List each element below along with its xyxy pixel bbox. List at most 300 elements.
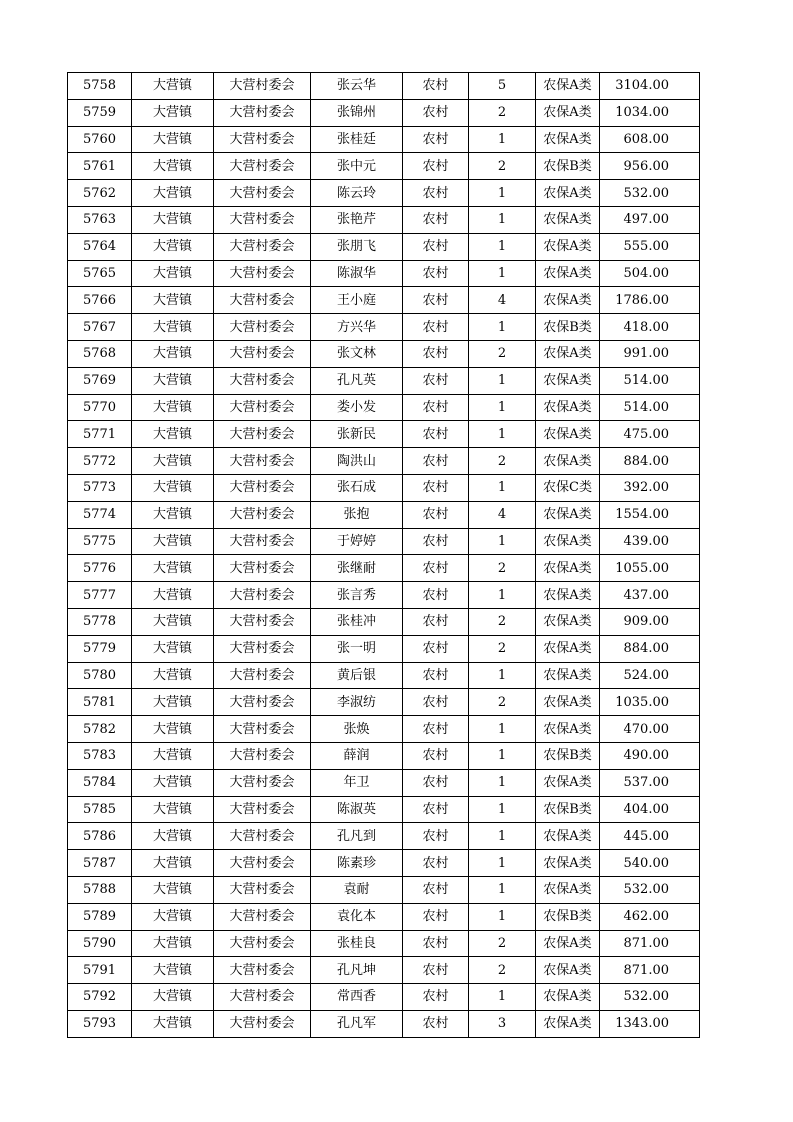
insurance-category-cell: 农保A类 [536, 876, 600, 903]
member-count-cell: 1 [469, 233, 536, 260]
name-cell: 袁耐 [311, 876, 403, 903]
name-cell: 张一明 [311, 635, 403, 662]
table-row [68, 1010, 700, 1037]
village-committee-cell: 大营村委会 [214, 716, 311, 743]
member-count-cell: 2 [469, 957, 536, 984]
household-type-cell: 农村 [403, 930, 469, 957]
village-committee-cell: 大营村委会 [214, 73, 311, 100]
amount-cell: 991.00 [600, 340, 700, 367]
name-cell: 王小庭 [311, 287, 403, 314]
amount-cell: 532.00 [600, 984, 700, 1011]
table-row [68, 153, 700, 180]
name-cell: 张石成 [311, 474, 403, 501]
amount-cell: 1055.00 [600, 555, 700, 582]
serial-number-cell: 5767 [68, 314, 132, 341]
table-row [68, 99, 700, 126]
name-cell: 于婷婷 [311, 528, 403, 555]
amount-cell: 884.00 [600, 635, 700, 662]
member-count-cell: 2 [469, 930, 536, 957]
household-type-cell: 农村 [403, 796, 469, 823]
insurance-category-cell: 农保A类 [536, 582, 600, 609]
household-type-cell: 农村 [403, 608, 469, 635]
village-committee-cell: 大营村委会 [214, 421, 311, 448]
village-committee-cell: 大营村委会 [214, 287, 311, 314]
table-body [68, 73, 700, 1038]
insurance-category-cell: 农保A类 [536, 260, 600, 287]
household-type-cell: 农村 [403, 99, 469, 126]
table-row [68, 260, 700, 287]
amount-cell: 532.00 [600, 180, 700, 207]
town-cell: 大营镇 [132, 635, 214, 662]
insurance-category-cell: 农保A类 [536, 367, 600, 394]
member-count-cell: 1 [469, 206, 536, 233]
amount-cell: 462.00 [600, 903, 700, 930]
amount-cell: 540.00 [600, 850, 700, 877]
member-count-cell: 1 [469, 394, 536, 421]
amount-cell: 497.00 [600, 206, 700, 233]
town-cell: 大营镇 [132, 153, 214, 180]
village-committee-cell: 大营村委会 [214, 582, 311, 609]
insurance-category-cell: 农保A类 [536, 608, 600, 635]
household-type-cell: 农村 [403, 367, 469, 394]
member-count-cell: 1 [469, 796, 536, 823]
table-row [68, 876, 700, 903]
amount-cell: 1554.00 [600, 501, 700, 528]
member-count-cell: 1 [469, 367, 536, 394]
household-type-cell: 农村 [403, 233, 469, 260]
serial-number-cell: 5769 [68, 367, 132, 394]
town-cell: 大营镇 [132, 769, 214, 796]
amount-cell: 475.00 [600, 421, 700, 448]
insurance-category-cell: 农保A类 [536, 823, 600, 850]
table-row [68, 635, 700, 662]
serial-number-cell: 5789 [68, 903, 132, 930]
village-committee-cell: 大营村委会 [214, 233, 311, 260]
table-row [68, 662, 700, 689]
amount-cell: 532.00 [600, 876, 700, 903]
table-row [68, 689, 700, 716]
household-type-cell: 农村 [403, 769, 469, 796]
household-type-cell: 农村 [403, 662, 469, 689]
insurance-category-cell: 农保A类 [536, 689, 600, 716]
table-row [68, 233, 700, 260]
town-cell: 大营镇 [132, 287, 214, 314]
table-row [68, 742, 700, 769]
serial-number-cell: 5793 [68, 1010, 132, 1037]
table-row [68, 287, 700, 314]
town-cell: 大营镇 [132, 233, 214, 260]
table-row [68, 394, 700, 421]
serial-number-cell: 5788 [68, 876, 132, 903]
amount-cell: 956.00 [600, 153, 700, 180]
household-type-cell: 农村 [403, 421, 469, 448]
household-type-cell: 农村 [403, 448, 469, 475]
table-row [68, 769, 700, 796]
town-cell: 大营镇 [132, 421, 214, 448]
village-committee-cell: 大营村委会 [214, 635, 311, 662]
village-committee-cell: 大营村委会 [214, 689, 311, 716]
village-committee-cell: 大营村委会 [214, 930, 311, 957]
village-committee-cell: 大营村委会 [214, 206, 311, 233]
village-committee-cell: 大营村委会 [214, 474, 311, 501]
name-cell: 张朋飞 [311, 233, 403, 260]
table-row [68, 340, 700, 367]
town-cell: 大营镇 [132, 73, 214, 100]
member-count-cell: 1 [469, 716, 536, 743]
insurance-category-cell: 农保A类 [536, 957, 600, 984]
serial-number-cell: 5772 [68, 448, 132, 475]
amount-cell: 445.00 [600, 823, 700, 850]
amount-cell: 1035.00 [600, 689, 700, 716]
table-row [68, 555, 700, 582]
insurance-category-cell: 农保A类 [536, 73, 600, 100]
household-type-cell: 农村 [403, 903, 469, 930]
amount-cell: 608.00 [600, 126, 700, 153]
member-count-cell: 1 [469, 314, 536, 341]
member-count-cell: 1 [469, 474, 536, 501]
member-count-cell: 3 [469, 1010, 536, 1037]
village-committee-cell: 大营村委会 [214, 555, 311, 582]
name-cell: 陈淑英 [311, 796, 403, 823]
town-cell: 大营镇 [132, 367, 214, 394]
serial-number-cell: 5775 [68, 528, 132, 555]
member-count-cell: 1 [469, 582, 536, 609]
table-row [68, 850, 700, 877]
village-committee-cell: 大营村委会 [214, 823, 311, 850]
table-row [68, 421, 700, 448]
amount-cell: 1034.00 [600, 99, 700, 126]
household-type-cell: 农村 [403, 126, 469, 153]
amount-cell: 555.00 [600, 233, 700, 260]
member-count-cell: 1 [469, 662, 536, 689]
amount-cell: 537.00 [600, 769, 700, 796]
name-cell: 陈淑华 [311, 260, 403, 287]
town-cell: 大营镇 [132, 528, 214, 555]
name-cell: 张言秀 [311, 582, 403, 609]
insurance-category-cell: 农保A类 [536, 930, 600, 957]
table-row [68, 314, 700, 341]
member-count-cell: 1 [469, 903, 536, 930]
serial-number-cell: 5762 [68, 180, 132, 207]
town-cell: 大营镇 [132, 930, 214, 957]
household-type-cell: 农村 [403, 984, 469, 1011]
household-type-cell: 农村 [403, 474, 469, 501]
serial-number-cell: 5778 [68, 608, 132, 635]
name-cell: 薛润 [311, 742, 403, 769]
serial-number-cell: 5766 [68, 287, 132, 314]
table-row [68, 582, 700, 609]
insurance-category-cell: 农保A类 [536, 1010, 600, 1037]
insurance-category-cell: 农保A类 [536, 528, 600, 555]
household-type-cell: 农村 [403, 206, 469, 233]
insurance-category-cell: 农保A类 [536, 448, 600, 475]
village-committee-cell: 大营村委会 [214, 796, 311, 823]
amount-cell: 909.00 [600, 608, 700, 635]
table-row [68, 957, 700, 984]
village-committee-cell: 大营村委会 [214, 984, 311, 1011]
village-committee-cell: 大营村委会 [214, 742, 311, 769]
name-cell: 陶洪山 [311, 448, 403, 475]
table-row [68, 180, 700, 207]
serial-number-cell: 5763 [68, 206, 132, 233]
amount-cell: 404.00 [600, 796, 700, 823]
insurance-category-cell: 农保A类 [536, 394, 600, 421]
town-cell: 大营镇 [132, 1010, 214, 1037]
household-type-cell: 农村 [403, 528, 469, 555]
village-committee-cell: 大营村委会 [214, 260, 311, 287]
member-count-cell: 2 [469, 340, 536, 367]
table-row [68, 716, 700, 743]
amount-cell: 514.00 [600, 394, 700, 421]
town-cell: 大营镇 [132, 984, 214, 1011]
household-type-cell: 农村 [403, 501, 469, 528]
household-type-cell: 农村 [403, 957, 469, 984]
name-cell: 张新民 [311, 421, 403, 448]
town-cell: 大营镇 [132, 501, 214, 528]
village-committee-cell: 大营村委会 [214, 876, 311, 903]
amount-cell: 871.00 [600, 957, 700, 984]
member-count-cell: 1 [469, 742, 536, 769]
town-cell: 大营镇 [132, 474, 214, 501]
serial-number-cell: 5771 [68, 421, 132, 448]
serial-number-cell: 5761 [68, 153, 132, 180]
serial-number-cell: 5777 [68, 582, 132, 609]
amount-cell: 437.00 [600, 582, 700, 609]
member-count-cell: 2 [469, 448, 536, 475]
household-type-cell: 农村 [403, 582, 469, 609]
name-cell: 张锦州 [311, 99, 403, 126]
serial-number-cell: 5780 [68, 662, 132, 689]
table-row [68, 796, 700, 823]
name-cell: 张桂良 [311, 930, 403, 957]
amount-cell: 1343.00 [600, 1010, 700, 1037]
table-row [68, 528, 700, 555]
town-cell: 大营镇 [132, 448, 214, 475]
member-count-cell: 1 [469, 984, 536, 1011]
town-cell: 大营镇 [132, 260, 214, 287]
member-count-cell: 2 [469, 635, 536, 662]
village-committee-cell: 大营村委会 [214, 394, 311, 421]
serial-number-cell: 5764 [68, 233, 132, 260]
town-cell: 大营镇 [132, 662, 214, 689]
town-cell: 大营镇 [132, 608, 214, 635]
village-committee-cell: 大营村委会 [214, 314, 311, 341]
amount-cell: 439.00 [600, 528, 700, 555]
insurance-category-cell: 农保B类 [536, 903, 600, 930]
table-row [68, 206, 700, 233]
table-row [68, 126, 700, 153]
town-cell: 大营镇 [132, 394, 214, 421]
amount-cell: 490.00 [600, 742, 700, 769]
name-cell: 孔凡军 [311, 1010, 403, 1037]
amount-cell: 884.00 [600, 448, 700, 475]
name-cell: 陈云玲 [311, 180, 403, 207]
village-committee-cell: 大营村委会 [214, 528, 311, 555]
insurance-category-cell: 农保B类 [536, 742, 600, 769]
member-count-cell: 2 [469, 153, 536, 180]
allowance-table [67, 72, 700, 1038]
name-cell: 张云华 [311, 73, 403, 100]
name-cell: 李淑纺 [311, 689, 403, 716]
serial-number-cell: 5787 [68, 850, 132, 877]
member-count-cell: 4 [469, 501, 536, 528]
town-cell: 大营镇 [132, 823, 214, 850]
village-committee-cell: 大营村委会 [214, 850, 311, 877]
amount-cell: 1786.00 [600, 287, 700, 314]
member-count-cell: 1 [469, 823, 536, 850]
village-committee-cell: 大营村委会 [214, 1010, 311, 1037]
serial-number-cell: 5786 [68, 823, 132, 850]
town-cell: 大营镇 [132, 582, 214, 609]
insurance-category-cell: 农保A类 [536, 769, 600, 796]
member-count-cell: 2 [469, 689, 536, 716]
village-committee-cell: 大营村委会 [214, 180, 311, 207]
serial-number-cell: 5791 [68, 957, 132, 984]
insurance-category-cell: 农保A类 [536, 501, 600, 528]
name-cell: 张焕 [311, 716, 403, 743]
household-type-cell: 农村 [403, 180, 469, 207]
member-count-cell: 1 [469, 528, 536, 555]
insurance-category-cell: 农保A类 [536, 662, 600, 689]
household-type-cell: 农村 [403, 876, 469, 903]
insurance-category-cell: 农保A类 [536, 206, 600, 233]
member-count-cell: 1 [469, 126, 536, 153]
town-cell: 大营镇 [132, 850, 214, 877]
serial-number-cell: 5776 [68, 555, 132, 582]
name-cell: 张中元 [311, 153, 403, 180]
household-type-cell: 农村 [403, 153, 469, 180]
insurance-category-cell: 农保A类 [536, 180, 600, 207]
insurance-category-cell: 农保A类 [536, 555, 600, 582]
insurance-category-cell: 农保B类 [536, 314, 600, 341]
member-count-cell: 1 [469, 421, 536, 448]
town-cell: 大营镇 [132, 99, 214, 126]
table-row [68, 903, 700, 930]
insurance-category-cell: 农保A类 [536, 126, 600, 153]
serial-number-cell: 5759 [68, 99, 132, 126]
table-row [68, 474, 700, 501]
serial-number-cell: 5790 [68, 930, 132, 957]
insurance-category-cell: 农保A类 [536, 233, 600, 260]
name-cell: 常西香 [311, 984, 403, 1011]
table-row [68, 73, 700, 100]
name-cell: 方兴华 [311, 314, 403, 341]
name-cell: 陈素珍 [311, 850, 403, 877]
name-cell: 张继耐 [311, 555, 403, 582]
member-count-cell: 1 [469, 260, 536, 287]
name-cell: 孔凡英 [311, 367, 403, 394]
village-committee-cell: 大营村委会 [214, 340, 311, 367]
household-type-cell: 农村 [403, 555, 469, 582]
table-row [68, 608, 700, 635]
serial-number-cell: 5779 [68, 635, 132, 662]
town-cell: 大营镇 [132, 126, 214, 153]
village-committee-cell: 大营村委会 [214, 957, 311, 984]
table-row [68, 823, 700, 850]
serial-number-cell: 5783 [68, 742, 132, 769]
household-type-cell: 农村 [403, 1010, 469, 1037]
village-committee-cell: 大营村委会 [214, 662, 311, 689]
member-count-cell: 2 [469, 99, 536, 126]
town-cell: 大营镇 [132, 206, 214, 233]
name-cell: 张艳芹 [311, 206, 403, 233]
insurance-category-cell: 农保A类 [536, 716, 600, 743]
name-cell: 年卫 [311, 769, 403, 796]
village-committee-cell: 大营村委会 [214, 153, 311, 180]
serial-number-cell: 5770 [68, 394, 132, 421]
name-cell: 娄小发 [311, 394, 403, 421]
name-cell: 孔凡坤 [311, 957, 403, 984]
household-type-cell: 农村 [403, 73, 469, 100]
member-count-cell: 2 [469, 555, 536, 582]
town-cell: 大营镇 [132, 796, 214, 823]
table-row [68, 984, 700, 1011]
insurance-category-cell: 农保A类 [536, 984, 600, 1011]
household-type-cell: 农村 [403, 314, 469, 341]
insurance-category-cell: 农保A类 [536, 850, 600, 877]
member-count-cell: 2 [469, 608, 536, 635]
amount-cell: 470.00 [600, 716, 700, 743]
serial-number-cell: 5758 [68, 73, 132, 100]
amount-cell: 418.00 [600, 314, 700, 341]
town-cell: 大营镇 [132, 957, 214, 984]
member-count-cell: 1 [469, 850, 536, 877]
table-row [68, 930, 700, 957]
town-cell: 大营镇 [132, 876, 214, 903]
town-cell: 大营镇 [132, 716, 214, 743]
town-cell: 大营镇 [132, 903, 214, 930]
serial-number-cell: 5768 [68, 340, 132, 367]
household-type-cell: 农村 [403, 340, 469, 367]
serial-number-cell: 5784 [68, 769, 132, 796]
member-count-cell: 1 [469, 769, 536, 796]
insurance-category-cell: 农保B类 [536, 153, 600, 180]
name-cell: 张文林 [311, 340, 403, 367]
amount-cell: 504.00 [600, 260, 700, 287]
village-committee-cell: 大营村委会 [214, 903, 311, 930]
household-type-cell: 农村 [403, 716, 469, 743]
household-type-cell: 农村 [403, 635, 469, 662]
village-committee-cell: 大营村委会 [214, 501, 311, 528]
serial-number-cell: 5760 [68, 126, 132, 153]
town-cell: 大营镇 [132, 555, 214, 582]
table-row [68, 501, 700, 528]
insurance-category-cell: 农保A类 [536, 99, 600, 126]
amount-cell: 514.00 [600, 367, 700, 394]
village-committee-cell: 大营村委会 [214, 608, 311, 635]
serial-number-cell: 5765 [68, 260, 132, 287]
member-count-cell: 1 [469, 876, 536, 903]
serial-number-cell: 5785 [68, 796, 132, 823]
insurance-category-cell: 农保A类 [536, 421, 600, 448]
serial-number-cell: 5773 [68, 474, 132, 501]
town-cell: 大营镇 [132, 314, 214, 341]
amount-cell: 524.00 [600, 662, 700, 689]
serial-number-cell: 5774 [68, 501, 132, 528]
household-type-cell: 农村 [403, 742, 469, 769]
village-committee-cell: 大营村委会 [214, 448, 311, 475]
name-cell: 黄后银 [311, 662, 403, 689]
insurance-category-cell: 农保B类 [536, 796, 600, 823]
household-type-cell: 农村 [403, 823, 469, 850]
village-committee-cell: 大营村委会 [214, 126, 311, 153]
member-count-cell: 1 [469, 180, 536, 207]
serial-number-cell: 5782 [68, 716, 132, 743]
amount-cell: 871.00 [600, 930, 700, 957]
insurance-category-cell: 农保A类 [536, 635, 600, 662]
insurance-category-cell: 农保A类 [536, 287, 600, 314]
name-cell: 张桂冲 [311, 608, 403, 635]
